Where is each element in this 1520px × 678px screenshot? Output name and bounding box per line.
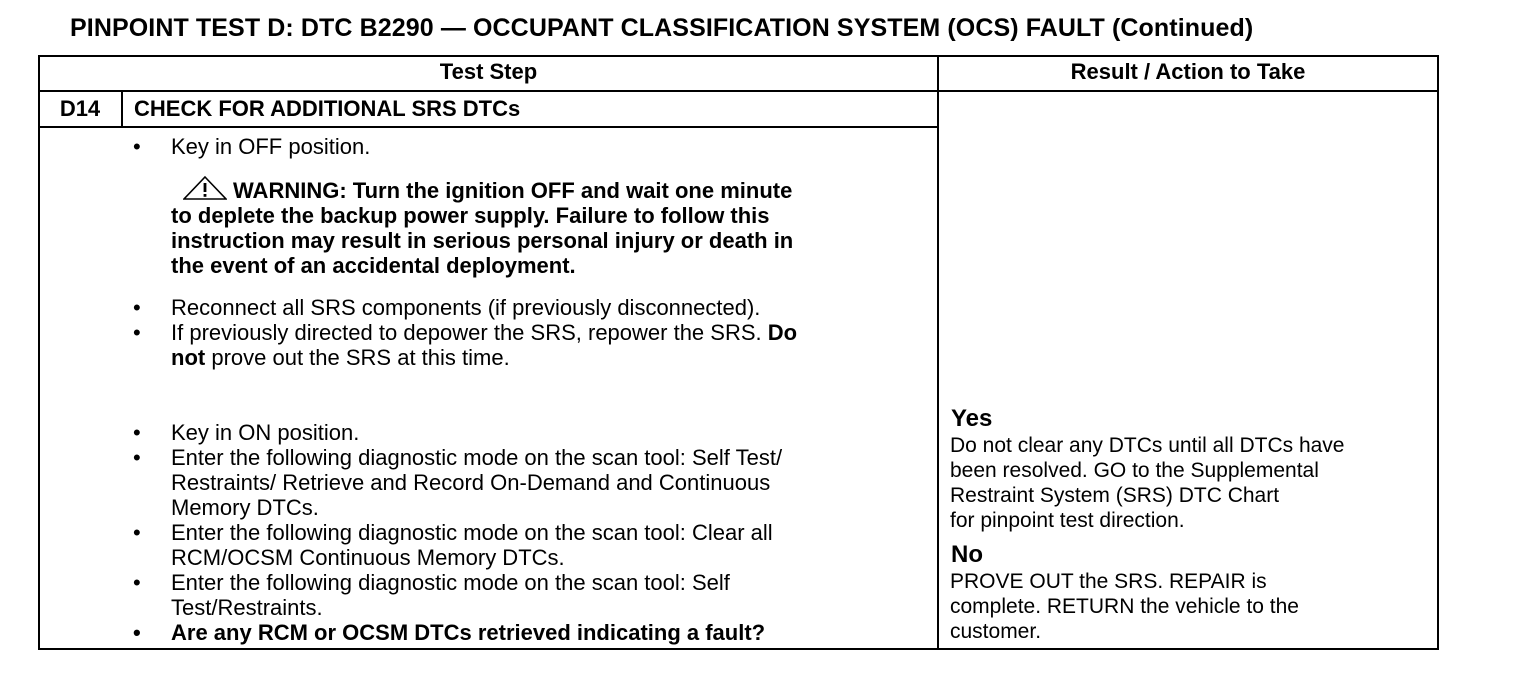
warning-triangle-icon (183, 176, 227, 200)
step-title: CHECK FOR ADDITIONAL SRS DTCs (134, 96, 521, 121)
text-line: Restraint System (SRS) DTC Chart (950, 484, 1280, 507)
bullet-marker: • (133, 420, 141, 445)
table-border-left (38, 55, 40, 650)
result-yes-label: Yes (951, 405, 993, 432)
text-line: Enter the following diagnostic mode on the scan tool: Self Test/ (171, 445, 783, 470)
instruction-repower (171, 320, 797, 345)
bullet-marker: • (133, 295, 141, 320)
header-divider (38, 90, 1439, 92)
text-line: Restraints/ Retrieve and Record On-Demand and Continuous (171, 470, 771, 495)
instruction-retrieve-dtcs (171, 445, 782, 520)
table-border-right (1437, 55, 1439, 650)
repower-emphasis: Do (767, 320, 798, 345)
instruction-reconnect: Reconnect all SRS components (if previously disconnected). (171, 295, 761, 320)
bullet-marker: • (133, 620, 141, 645)
instruction-repower-cont (171, 345, 510, 370)
result-no-action (950, 569, 1299, 644)
warning-line: to deplete the backup power supply. Failure to follow this (171, 203, 770, 228)
result-yes-action (950, 433, 1344, 533)
bullet-marker: • (133, 134, 141, 159)
table-border-bottom (38, 648, 1439, 650)
warning-line (171, 176, 793, 203)
bullet-marker: • (133, 320, 141, 345)
text-line: PROVE OUT the SRS. REPAIR is (950, 570, 1267, 593)
warning-block (171, 176, 793, 278)
instruction-self-test (171, 570, 730, 620)
text-line: complete. RETURN the vehicle to the (950, 595, 1299, 618)
step-title-divider (38, 126, 938, 128)
repower-text: If previously directed to depower the SRS, repower the SRS. (171, 320, 762, 345)
text-line: customer. (950, 620, 1042, 643)
header-test-step: Test Step (439, 59, 538, 84)
warning-line: instruction may result in serious personal injury or death in (171, 228, 794, 253)
step-id-divider (121, 90, 123, 128)
table-border-top (38, 55, 1439, 57)
page-title: PINPOINT TEST D: DTC B2290 — OCCUPANT CLASSIFICATION SYSTEM (OCS) FAULT (Continued) (70, 14, 1254, 42)
text-line: Memory DTCs. (171, 495, 319, 520)
text-line: Enter the following diagnostic mode on the scan tool: Self (171, 570, 730, 595)
step-question: Are any RCM or OCSM DTCs retrieved indicating a fault? (171, 620, 766, 645)
bullet-marker: • (133, 570, 141, 595)
warning-text: WARNING: Turn the ignition OFF and wait one minute (233, 178, 793, 203)
text-line: been resolved. GO to the Supplemental (950, 459, 1319, 482)
column-divider (937, 55, 939, 650)
instruction-key-off: Key in OFF position. (171, 134, 371, 159)
instruction-clear-dtcs (171, 520, 773, 570)
text-line: RCM/OCSM Continuous Memory DTCs. (171, 545, 565, 570)
instruction-key-on: Key in ON position. (171, 420, 360, 445)
repower-text: prove out the SRS at this time. (211, 345, 510, 370)
text-line: for pinpoint test direction. (950, 509, 1185, 532)
text-line: Test/Restraints. (171, 595, 323, 620)
warning-line: the event of an accidental deployment. (171, 253, 576, 278)
bullet-marker: • (133, 445, 141, 470)
bullet-marker: • (133, 520, 141, 545)
repower-emphasis: not (171, 345, 206, 370)
step-id: D14 (59, 96, 101, 121)
result-no-label: No (951, 541, 983, 568)
header-result-action: Result / Action to Take (1070, 59, 1306, 84)
text-line: Enter the following diagnostic mode on the scan tool: Clear all (171, 520, 773, 545)
text-line: Do not clear any DTCs until all DTCs have (950, 434, 1345, 457)
